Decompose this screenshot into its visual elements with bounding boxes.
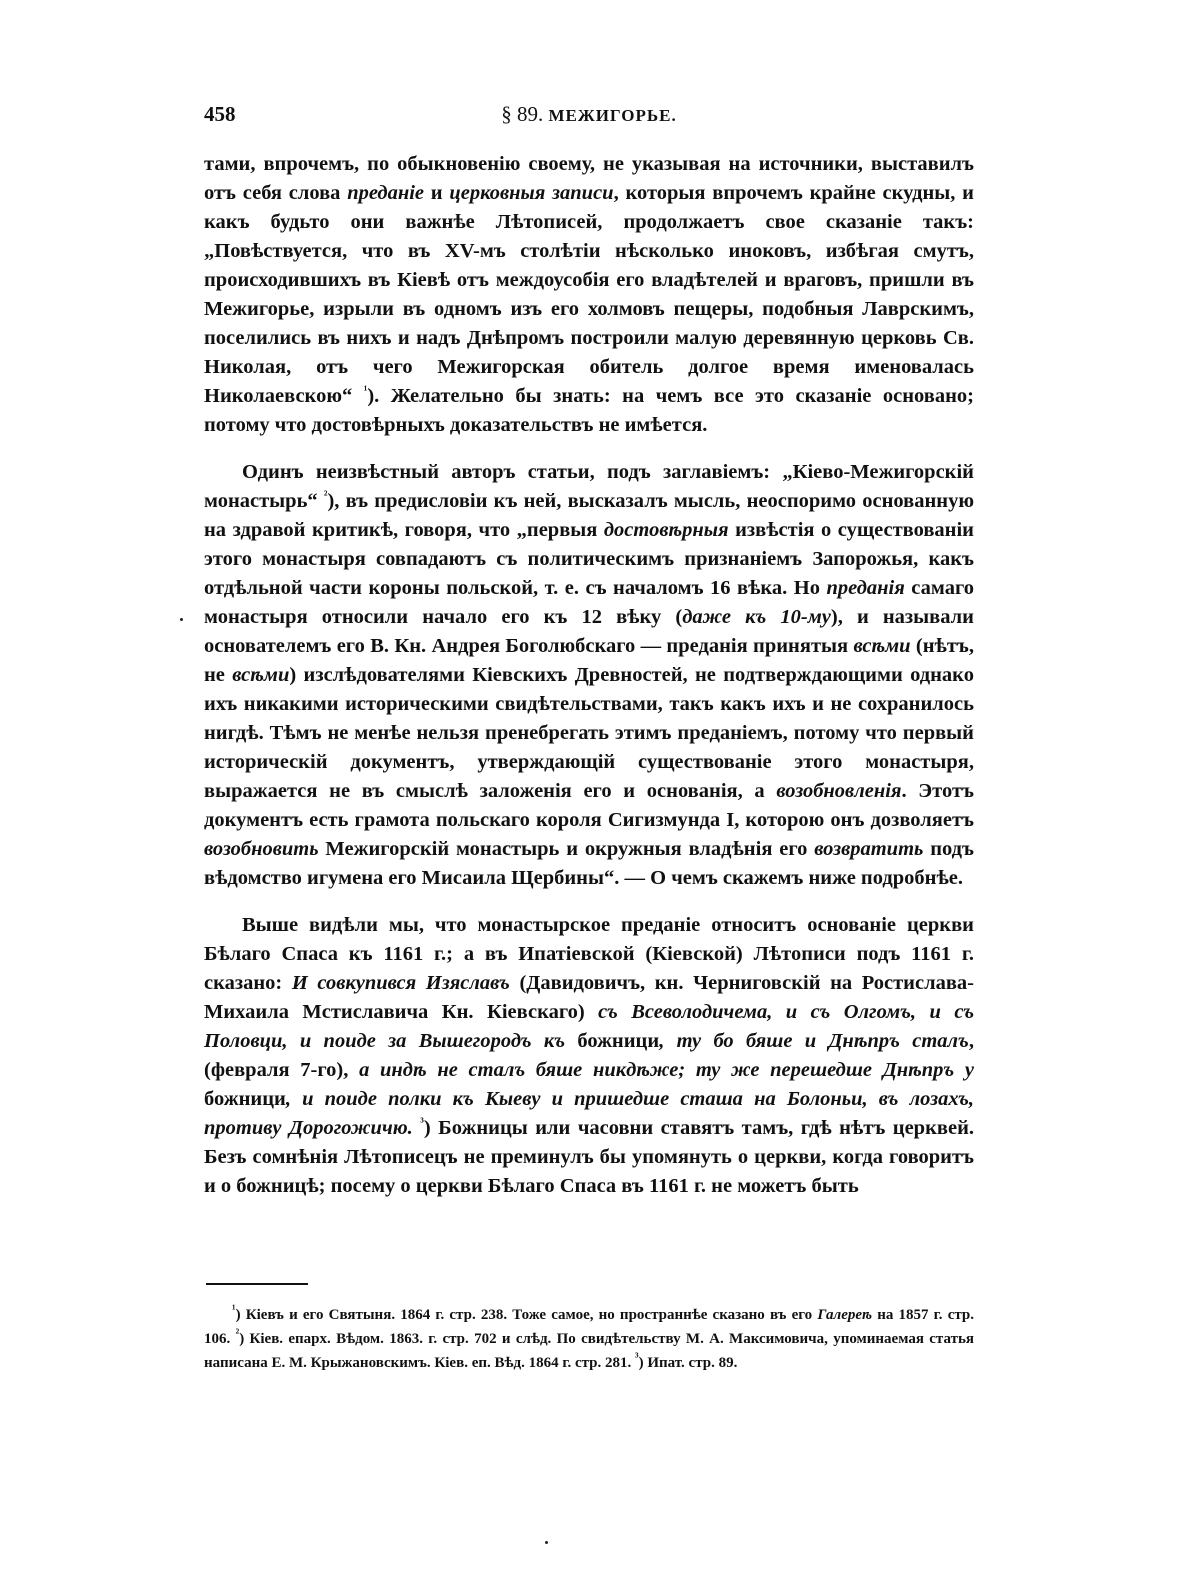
footnote-marker: ² — [235, 1326, 240, 1340]
page-number: 458 — [204, 102, 236, 126]
italic-run: , и поиде полки къ Кыеву и пришедше сташа на Болоньи, въ лозахъ, противу Дорогожичю. — [204, 1088, 974, 1139]
text-run: божници — [204, 1088, 286, 1110]
italic-run: возвратить — [814, 838, 924, 860]
text-run: божници — [577, 1030, 660, 1052]
italic-run: И совкупився Изяславъ — [291, 972, 510, 994]
footnotes — [204, 1303, 974, 1375]
italic-run: всѣми — [232, 664, 290, 686]
text-run: тами, впрочемъ, по обыкновенію своему, не указывая на источники, выставилъ отъ себя слова — [204, 153, 974, 204]
italic-run: съ Всеволодичема, и съ Олгомъ, и съ Половци, и поиде за Вышегородъ къ — [204, 1001, 974, 1052]
footnote-divider — [206, 1283, 308, 1285]
footnote-marker: ³ — [420, 1115, 424, 1130]
text-body — [204, 150, 974, 1219]
text-run: . Этотъ документъ есть грамота польскаго короля Сигизмунда I, которою онъ дозволяетъ — [204, 780, 974, 831]
section-title: МЕЖИГОРЬЕ. — [548, 106, 677, 125]
page-header — [204, 102, 974, 132]
footnote-marker: ¹ — [363, 383, 368, 398]
paragraph — [204, 458, 974, 893]
running-title — [204, 102, 974, 127]
print-speck — [180, 618, 183, 621]
text-run: самаго монастыря относили начало его къ 12 вѣку ( — [204, 577, 974, 628]
italic-run: преданіе — [347, 182, 425, 204]
text-run: Межигорскій монастырь и окружныя владѣнія его — [318, 838, 815, 860]
text-run: ) изслѣдователями Кіевскихъ Древностей, не подтверждающими однако ихъ никакими историческими свидѣтельствами, такъ какъ ихъ и не сохранилось нигдѣ. Тѣмъ не менѣе нельзя пренебрегать этимъ преданіемъ, потому что первый историческій документъ, утверждающій существованіе этого монастыря, выражается не въ смыслѣ заложенія его и основанія, а — [204, 664, 974, 802]
italic-run: преданія — [826, 577, 905, 599]
text-run: ) Ипат. стр. 89. — [638, 1355, 738, 1371]
paragraph — [204, 150, 974, 440]
italic-run: церковныя записи — [449, 182, 614, 204]
text-run: (нѣтъ, не — [204, 635, 974, 686]
footnote-marker: ¹ — [232, 1302, 236, 1316]
text-run: ), въ предисловіи къ ней, высказалъ мысль, неоспоримо основанную на здравой критикѣ, говоря, что „первыя — [204, 490, 974, 541]
print-speck — [545, 1541, 548, 1544]
italic-run: возобновить — [204, 838, 319, 860]
text-run: (Давидовичъ, кн. Черниговскій на Ростислава-Михаила Мстиславича Кн. Кіевскаго) — [204, 972, 974, 1023]
italic-run: возобновленія — [776, 780, 902, 802]
text-run: , которыя впрочемъ крайне скудны, и какъ будьто они важнѣе Лѣтописей, продолжаетъ свое сказаніе такъ: „Повѣствуется, что въ XV-мъ столѣтіи нѣсколько иноковъ, избѣгая смутъ, происходившихъ въ Кіевѣ отъ междоусобія его владѣтелей и враговъ, пришли въ Межигорье, изрыли въ одномъ изъ его холмовъ пещеры, подобныя Лаврскимъ, поселились въ нихъ и надъ Днѣпромъ построили малую деревянную церковь Св. Николая, отъ чего Межигорская обитель долгое время именовалась Николаевскою“ — [204, 182, 974, 407]
text-run: ). Желательно бы знать: на чемъ все это сказаніе основано; потому что достовѣрныхъ доказательствъ не имѣется. — [204, 385, 974, 436]
text-run: извѣстія о существованіи этого монастыря совпадаютъ съ политическимъ признаніемъ Запорожья, какъ отдѣльной части короны польской, т. е. съ началомъ 16 вѣка. Но — [204, 519, 974, 599]
footnote-marker: ² — [323, 488, 328, 503]
text-run: подъ вѣдомство игумена его Мисаила Щербины“. — О чемъ скажемъ ниже подробнѣе. — [204, 838, 975, 889]
text-run: ) Кіев. епарх. Вѣдом. 1863. г. стр. 702 и слѣд. По свидѣтельству М. А. Максимовича, упоминаемая статья написана Е. М. Крыжановскимъ. Кіев. еп. Вѣд. 1864 г. стр. 281. — [204, 1331, 975, 1371]
italic-run: достовѣрныя — [603, 519, 729, 541]
italic-run: даже къ 10-му — [682, 606, 831, 628]
text-run: , (февраля 7-го), — [204, 1030, 974, 1081]
text-run: ) Божницы или часовни ставятъ тамъ, гдѣ нѣтъ церквей. Безъ сомнѣнія Лѣтописецъ не преминулъ бы упомянуть о церкви, когда говоритъ и о божницѣ; посему о церкви Бѣлаго Спаса въ 1161 г. не можетъ быть — [204, 1117, 974, 1197]
paragraph — [204, 911, 974, 1201]
text-run: и — [424, 182, 450, 204]
italic-run: всѣми — [853, 635, 911, 657]
footnote-marker: ³ — [635, 1350, 639, 1364]
italic-run: , ту бо бяше и Днѣпръ сталъ — [659, 1030, 969, 1052]
italic-run: Галереѣ — [817, 1307, 873, 1323]
text-run: Одинъ неизвѣстный авторъ статьи, подъ заглавіемъ: „Кіево-Межигорскій монастырь“ — [204, 461, 974, 512]
text-run: ) Кіевъ и его Святыня. 1864 г. стр. 238. Тоже самое, но пространнѣе сказано въ его — [235, 1307, 818, 1323]
text-run: Выше видѣли мы, что монастырское преданіе относитъ основаніе церкви Бѣлаго Спаса къ 1161 г.; а въ Ипатіевской (Кіевской) Лѣтописи подъ 1161 г. сказано: — [204, 914, 974, 994]
italic-run: а индѣ не сталъ бяше никдѣже; ту же перешедше Днѣпръ у — [359, 1059, 974, 1081]
text-run: ), и называли основателемъ его В. Кн. Андрея Боголюбскаго — преданія принятыя — [204, 606, 974, 657]
section-number: § 89. — [501, 102, 544, 126]
text-run: на 1857 г. стр. 106. — [204, 1307, 974, 1347]
